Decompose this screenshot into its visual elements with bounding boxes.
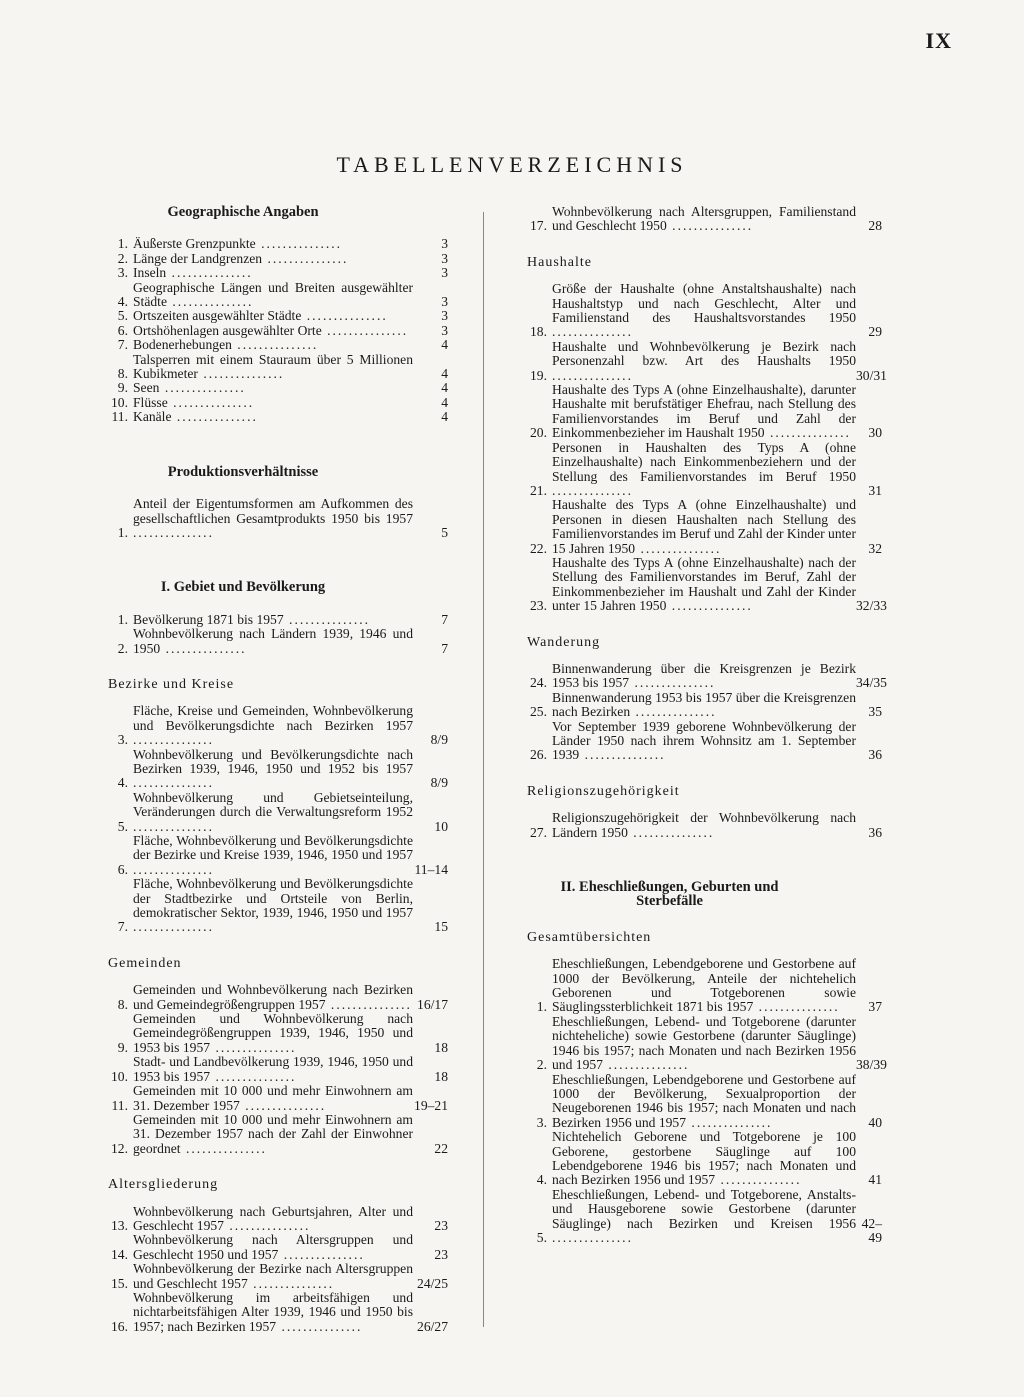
table-title: Eheschließungen, Lebendgeborene und Gestorbene auf 1000 der Bevölkerung, Sexualproportion der Neugeborenen 1946 bis 1957; nach Monaten und nach Bezirken 1956 und 1957 ............... [552,1071,856,1130]
page-ref: 42–49 [861,1215,882,1245]
table-number: 20. [530,425,547,441]
toc-entry [527,811,882,840]
toc-entry [527,498,882,556]
table-title: Geographische Längen und Breiten ausgewählter Städte ............... [133,279,413,310]
page-ref: 4 [441,366,448,382]
table-number: 1. [117,524,128,540]
toc-entry [527,660,887,691]
table-number: 26. [530,747,547,763]
table-title: Haushalte und Wohnbevölkerung je Bezirk nach Personenzahl bzw. Art des Haushalts 1950 ............... [552,338,856,383]
table-number: 5. [536,1229,547,1245]
table-title: Wohnbevölkerung und Gebietseinteilung, Veränderungen durch die Verwaltungsreform 1952 ............... [133,789,413,834]
leader-dots: ............... [197,366,285,382]
table-title: Eheschließungen, Lebendgeborene und Gestorbene auf 1000 der Bevölkerung, Anteile der nichtehelich Geborenen und Totgeborenen sowie Säuglingssterblichkeit 1871 bis 1957 ............... [552,956,856,1015]
leader-dots: ............... [133,775,214,791]
leader-dots: ............... [239,1097,327,1113]
leader-dots: ............... [160,640,247,656]
table-number: 12. [111,1140,128,1156]
table-number: 11. [111,1097,128,1113]
table-number: 9. [117,1039,128,1055]
table-title: Gemeinden und Wohnbevölkerung nach Bezirken und Gemeindegrößengruppen 1957 ............... [133,982,413,1012]
page-ref: 32 [868,540,882,556]
toc-entry [527,720,882,763]
page-ref: 29 [868,324,882,340]
table-title: Größe der Haushalte (ohne Anstaltshaushalte) nach Haushaltstyp und nach Geschlecht, Alter und Familienstand des Haushaltsvorstandes 1950 ............... [552,281,856,340]
table-number: 6. [117,322,128,338]
page-ref: 19–21 [414,1097,448,1113]
table-number: 16. [111,1318,128,1334]
table-title: Wohnbevölkerung nach Altersgruppen und Geschlecht 1950 und 1957 ............... [133,1232,413,1262]
page-ref: 3 [441,322,448,338]
table-number: 8. [117,996,128,1012]
table-title: Ortshöhenlagen ausgewählter Orte ............... [133,322,409,338]
leader-dots: ............... [666,598,753,614]
toc-entry [108,791,448,834]
toc-entry [108,353,448,382]
leader-dots: ............... [167,394,255,410]
subsection-heading: Bezirke und Kreise [108,676,235,692]
left-column [108,205,448,1334]
leader-dots: ............... [753,999,840,1015]
table-number: 8. [117,366,128,382]
table-number: 3. [536,1114,547,1130]
table-title: Haushalte des Typs A (ohne Einzelhaushalte) nach der Stellung des Familienvorstandes im Beruf, Zahl der Einkommenbezieher im Haushalt und Zahl der Kinder unter 15 Jahren 1950 ............... [552,554,856,614]
toc-entry [108,381,448,395]
leader-dots: ............... [602,1057,690,1073]
section-heading: II. Eheschließungen, Geburten und Sterbefälle [560,879,779,910]
table-number: 5. [117,308,128,324]
table-number: 1. [536,999,547,1015]
page-ref: 3 [441,236,448,252]
table-number: 1. [117,236,128,252]
page-ref: 4 [441,337,448,353]
page-ref: 26/27 [417,1318,448,1334]
table-title: Personen in Haushalten des Typs A (ohne Einzelhaushalte) nach Einkommenbeziehern und der Stellung des Familienvorstandes im Beruf 1950 ............... [552,439,856,498]
page-ref: 4 [441,394,448,410]
table-number: 17. [530,218,547,234]
toc-entry [108,877,448,935]
table-title: Wohnbevölkerung und Bevölkerungsdichte nach Bezirken 1939, 1946, 1950 und 1952 bis 1957 ............... [133,746,413,791]
table-number: 1. [117,611,128,627]
page-title: TABELLENVERZEICHNIS [336,152,688,177]
toc-entry [527,282,882,340]
page-ref: 11–14 [414,861,448,877]
table-title: Binnenwanderung über die Kreisgrenzen je Bezirk 1953 bis 1957 ............... [552,660,856,691]
leader-dots: ............... [171,409,258,425]
table-number: 7. [117,919,128,935]
table-number: 19. [530,367,547,383]
subsection-heading: Religionszugehörigkeit [527,783,680,799]
leader-dots: ............... [552,367,633,383]
leader-dots: ............... [210,1068,297,1084]
toc-entry [527,383,882,441]
page-ref: 18 [434,1068,448,1084]
table-title: Kanäle ............... [133,409,258,425]
leader-dots: ............... [635,540,722,556]
table-number: 4. [117,775,128,791]
page-ref: 24/25 [417,1275,448,1291]
page-number: IX [925,28,952,53]
table-title: Eheschließungen, Lebend- und Totgeborene, Anstalts- und Hausgeborene sowie Gestorbene (darunter Säuglinge) nach Bezirken und Kreisen 1956 ............... [552,1186,856,1245]
toc-entry [527,1073,882,1131]
toc-entry [108,396,448,410]
page-ref: 40 [868,1114,882,1130]
toc-entry [108,1012,448,1055]
section-heading: Geographische Angaben [167,204,319,220]
leader-dots: ............... [133,524,214,540]
table-title: Wohnbevölkerung der Bezirke nach Altersgruppen und Geschlecht 1957 ............... [133,1261,413,1291]
table-number: 18. [530,324,547,340]
table-title: Ortszeiten ausgewählter Städte ............... [133,308,388,324]
toc-entry [108,410,448,424]
toc-entry [527,338,887,383]
subsection-heading: Gemeinden [108,955,182,971]
table-title: Wohnbevölkerung nach Geburtsjahren, Alter und Geschlecht 1957 ............... [133,1203,413,1233]
toc-entry [108,281,448,310]
table-title: Bodenerhebungen ............... [133,337,319,353]
toc-entry [108,627,448,656]
table-number: 9. [117,380,128,396]
toc-entry [108,1055,448,1084]
leader-dots: ............... [666,218,754,234]
subsection-heading: Haushalte [527,254,592,270]
leader-dots: ............... [629,675,716,691]
table-title: Inseln ............... [133,265,253,281]
table-number: 27. [530,824,547,840]
toc-entry [108,309,448,323]
page-ref: 16/17 [417,996,448,1012]
toc-entry [108,252,448,266]
table-title: Gemeinden mit 10 000 und mehr Einwohnern am 31. Dezember 1957 nach der Zahl der Einwohner geordnet ............... [133,1111,413,1156]
toc-entry [108,1205,448,1234]
table-number: 11. [111,409,128,425]
toc-entry [108,983,448,1012]
toc-entry [108,1291,448,1334]
leader-dots: ............... [133,818,214,834]
page-ref: 23 [434,1246,448,1262]
table-title: Talsperren mit einem Stauraum über 5 Millionen Kubikmeter ............... [133,351,413,382]
toc-entry [108,497,448,540]
page-ref: 36 [868,824,882,840]
section-heading: I. Gebiet und Bevölkerung [160,579,326,596]
toc-entry [527,554,887,614]
table-number: 24. [530,675,547,691]
subsection-heading: Gesamtübersichten [527,929,652,945]
page-ref: 34/35 [856,675,887,691]
page-ref: 7 [441,640,448,656]
table-title: Fläche, Wohnbevölkerung und Bevölkerungsdichte der Stadtbezirke und Ortsteile von Berlin, demokratischer Sektor, 1939, 1946, 1950 und 1957 ............... [133,876,413,935]
toc-entry [108,266,448,280]
leader-dots: ............... [133,732,214,748]
table-title: Eheschließungen, Lebend- und Totgeborene (darunter nichteheliche) sowie Gestorbene (darunter Säuglinge) 1946 bis 1957; nach Monaten und nach Bezirken 1956 und 1957 ............... [552,1013,856,1073]
table-title: Äußerste Grenzpunkte ............... [133,236,343,252]
leader-dots: ............... [166,294,254,310]
page-ref: 4 [441,409,448,425]
leader-dots: ............... [627,824,715,840]
table-title: Fläche, Wohnbevölkerung und Bevölkerungsdichte der Bezirke und Kreise 1939, 1946, 1950 und 1957 ............... [133,833,413,877]
table-number: 2. [536,1057,547,1073]
table-title: Wohnbevölkerung nach Altersgruppen, Familienstand und Geschlecht 1950 ............... [552,204,856,234]
toc-entry [108,704,448,747]
table-title: Vor September 1939 geborene Wohnbevölkerung der Länder 1950 nach ihrem Wohnsitz am 1. September 1939 ............... [552,718,856,763]
leader-dots: ............... [262,250,349,266]
toc-entry [527,957,882,1015]
table-title: Haushalte des Typs A (ohne Einzelhaushalte), darunter Haushalte mit berufstätiger Ehefrau, nach Stellung des Familienvorstandes im Beruf und Zahl der Einkommenbezieher im Haushalt 1950 ............... [552,382,856,441]
page-ref: 36 [868,747,882,763]
toc-entry [108,1233,448,1262]
column-divider [483,212,484,1327]
toc-entry [527,205,882,234]
page-ref: 18 [434,1039,448,1055]
page-ref: 31 [868,482,882,498]
leader-dots: ............... [133,919,214,935]
table-number: 23. [530,598,547,614]
table-number: 10. [111,1068,128,1084]
leader-dots: ............... [223,1217,311,1233]
page-ref: 23 [434,1217,448,1233]
toc-entry [527,691,882,720]
subsection-heading: Altersgliederung [108,1177,219,1193]
toc-entry [108,1113,448,1156]
subsection-heading: Wanderung [527,634,601,650]
table-number: 2. [117,640,128,656]
toc-entry [108,1262,448,1291]
page-ref: 8/9 [430,732,448,748]
toc-entry [108,237,448,251]
toc-entry [527,1013,887,1073]
leader-dots: ............... [159,380,246,396]
leader-dots: ............... [133,861,214,877]
table-number: 3. [117,265,128,281]
table-title: Länge der Landgrenzen ............... [133,250,349,266]
table-title: Religionszugehörigkeit der Wohnbevölkerung nach Ländern 1950 ............... [552,810,856,840]
page-ref: 30/31 [856,367,887,383]
page-ref: 3 [441,294,448,310]
leader-dots: ............... [552,1229,633,1245]
page-ref: 41 [868,1172,882,1188]
leader-dots: ............... [283,611,371,627]
table-title: Wohnbevölkerung im arbeitsfähigen und nichtarbeitsfähigen Alter 1939, 1946 und 1950 bis 1957; nach Bezirken 1957 ............... [133,1289,413,1334]
page-ref: 28 [868,218,882,234]
table-title: Seen ............... [133,380,246,396]
table-title: Binnenwanderung 1953 bis 1957 über die Kreisgrenzen nach Bezirken ............... [552,689,856,720]
page-ref: 15 [434,919,448,935]
toc-entry [108,1084,448,1113]
table-title: Gemeinden mit 10 000 und mehr Einwohnern am 31. Dezember 1957 ............... [133,1083,413,1113]
leader-dots: ............... [552,482,633,498]
table-title: Stadt- und Landbevölkerung 1939, 1946, 1950 und 1953 bis 1957 ............... [133,1054,413,1084]
table-number: 4. [117,294,128,310]
leader-dots: ............... [278,1246,365,1262]
table-number: 25. [530,704,547,720]
section-heading: Produktionsverhältnisse [167,463,319,480]
page-ref: 3 [441,250,448,266]
leader-dots: ............... [166,265,253,281]
table-title: Anteil der Eigentumsformen am Aufkommen des gesellschaftlichen Gesamtprodukts 1950 bis 1957 ............... [133,496,413,540]
page-ref: 3 [441,265,448,281]
table-title: Wohnbevölkerung nach Ländern 1939, 1946 und 1950 ............... [133,626,413,656]
leader-dots: ............... [301,308,388,324]
toc-entry [108,613,448,627]
table-number: 5. [117,818,128,834]
leader-dots: ............... [579,747,666,763]
leader-dots: ............... [321,322,409,338]
table-number: 3. [117,732,128,748]
table-number: 15. [111,1275,128,1291]
page-ref: 5 [441,524,448,540]
toc-entry [108,748,448,791]
leader-dots: ............... [552,324,633,340]
page-ref: 22 [434,1140,448,1156]
page-ref: 3 [441,308,448,324]
page-ref: 10 [434,818,448,834]
table-number: 2. [117,250,128,266]
table-number: 22. [530,540,547,556]
leader-dots: ............... [630,704,717,720]
page-ref: 8/9 [430,775,448,791]
toc-entry [108,338,448,352]
table-title: Haushalte des Typs A (ohne Einzelhaushalte) und Personen in diesen Haushalten nach Stellung des Familienvorstandes im Beruf und Zahl der Kinder unter 15 Jahren 1950 ............... [552,497,856,556]
leader-dots: ............... [210,1039,297,1055]
table-title: Bevölkerung 1871 bis 1957 ............... [133,611,371,627]
leader-dots: ............... [325,996,412,1012]
toc-entry [527,441,882,499]
toc-entry [527,1188,882,1246]
table-number: 14. [111,1246,128,1262]
page-ref: 32/33 [856,598,887,614]
page-ref: 7 [441,611,448,627]
table-number: 13. [111,1217,128,1233]
table-title: Gemeinden und Wohnbevölkerung nach Gemeindegrößengruppen 1939, 1946, 1950 und 1953 bis 1957 ............... [133,1011,413,1055]
table-number: 6. [117,861,128,877]
table-title: Nichtehelich Geborene und Totgeborene je 100 Geborene, gestorbene Säuglinge auf 100 Lebendgeborene 1946 bis 1957; nach Monaten und nach Bezirken 1956 und 1957 ............... [552,1129,856,1188]
leader-dots: ............... [255,236,343,252]
page-ref: 38/39 [856,1057,887,1073]
table-number: 4. [536,1172,547,1188]
table-number: 21. [530,482,547,498]
leader-dots: ............... [764,425,851,441]
toc-entry [108,834,448,877]
page-ref: 35 [868,704,882,720]
toc-entry [527,1130,882,1188]
table-number: 10. [111,394,128,410]
page-ref: 4 [441,380,448,396]
leader-dots: ............... [180,1140,267,1156]
page-ref: 30 [868,425,882,441]
table-title: Fläche, Kreise und Gemeinden, Wohnbevölkerung und Bevölkerungsdichte nach Bezirken 1957 ............... [133,703,413,748]
toc-entry [108,324,448,338]
table-title: Flüsse ............... [133,394,255,410]
table-number: 7. [117,337,128,353]
leader-dots: ............... [231,337,319,353]
leader-dots: ............... [276,1318,363,1334]
right-column [527,204,887,1245]
page-ref: 37 [868,999,882,1015]
leader-dots: ............... [715,1172,802,1188]
leader-dots: ............... [686,1114,773,1130]
leader-dots: ............... [247,1275,335,1291]
